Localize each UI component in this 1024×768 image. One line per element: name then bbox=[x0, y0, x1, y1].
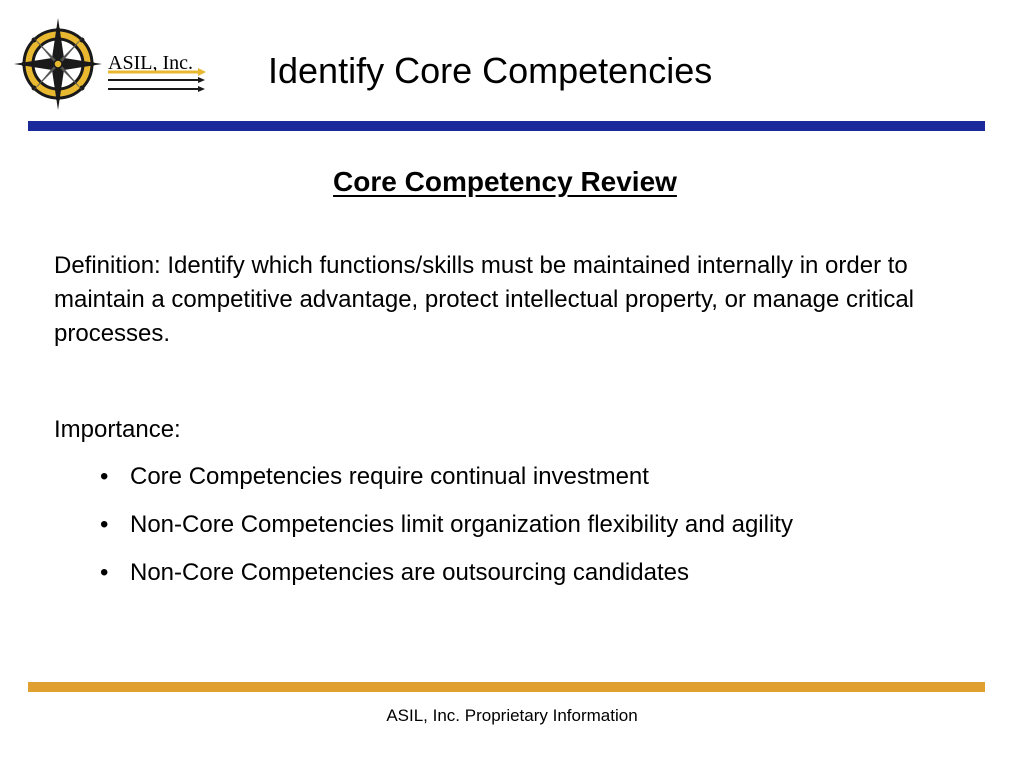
subtitle-text: Core Competency Review bbox=[333, 166, 677, 197]
importance-list bbox=[100, 460, 793, 604]
definition-paragraph: Definition: Identify which functions/skills must be maintained internally in order to maintain a competitive advantage, protect intellectual property, or manage critical processes. bbox=[54, 252, 915, 347]
list-item-text: Non-Core Competencies limit organization flexibility and agility bbox=[130, 511, 793, 538]
list-item bbox=[100, 556, 793, 590]
compass-icon bbox=[12, 14, 108, 110]
section-subtitle bbox=[0, 164, 1010, 200]
slide-title: Identify Core Competencies bbox=[268, 50, 713, 91]
bottom-divider bbox=[28, 682, 985, 692]
bullet-marker: • bbox=[100, 511, 109, 538]
list-item-text: Non-Core Competencies are outsourcing candidates bbox=[130, 559, 689, 586]
bullet-marker: • bbox=[100, 463, 109, 490]
top-divider bbox=[28, 121, 985, 131]
bullet-marker: • bbox=[100, 559, 109, 586]
company-logo bbox=[12, 14, 212, 110]
list-item bbox=[100, 508, 793, 542]
importance-label: Importance: bbox=[54, 416, 181, 443]
logo-text: ASIL, Inc. bbox=[108, 52, 193, 74]
list-item bbox=[100, 460, 793, 494]
footer-text: ASIL, Inc. Proprietary Information bbox=[386, 706, 638, 725]
list-item-text: Core Competencies require continual investment bbox=[130, 463, 649, 490]
